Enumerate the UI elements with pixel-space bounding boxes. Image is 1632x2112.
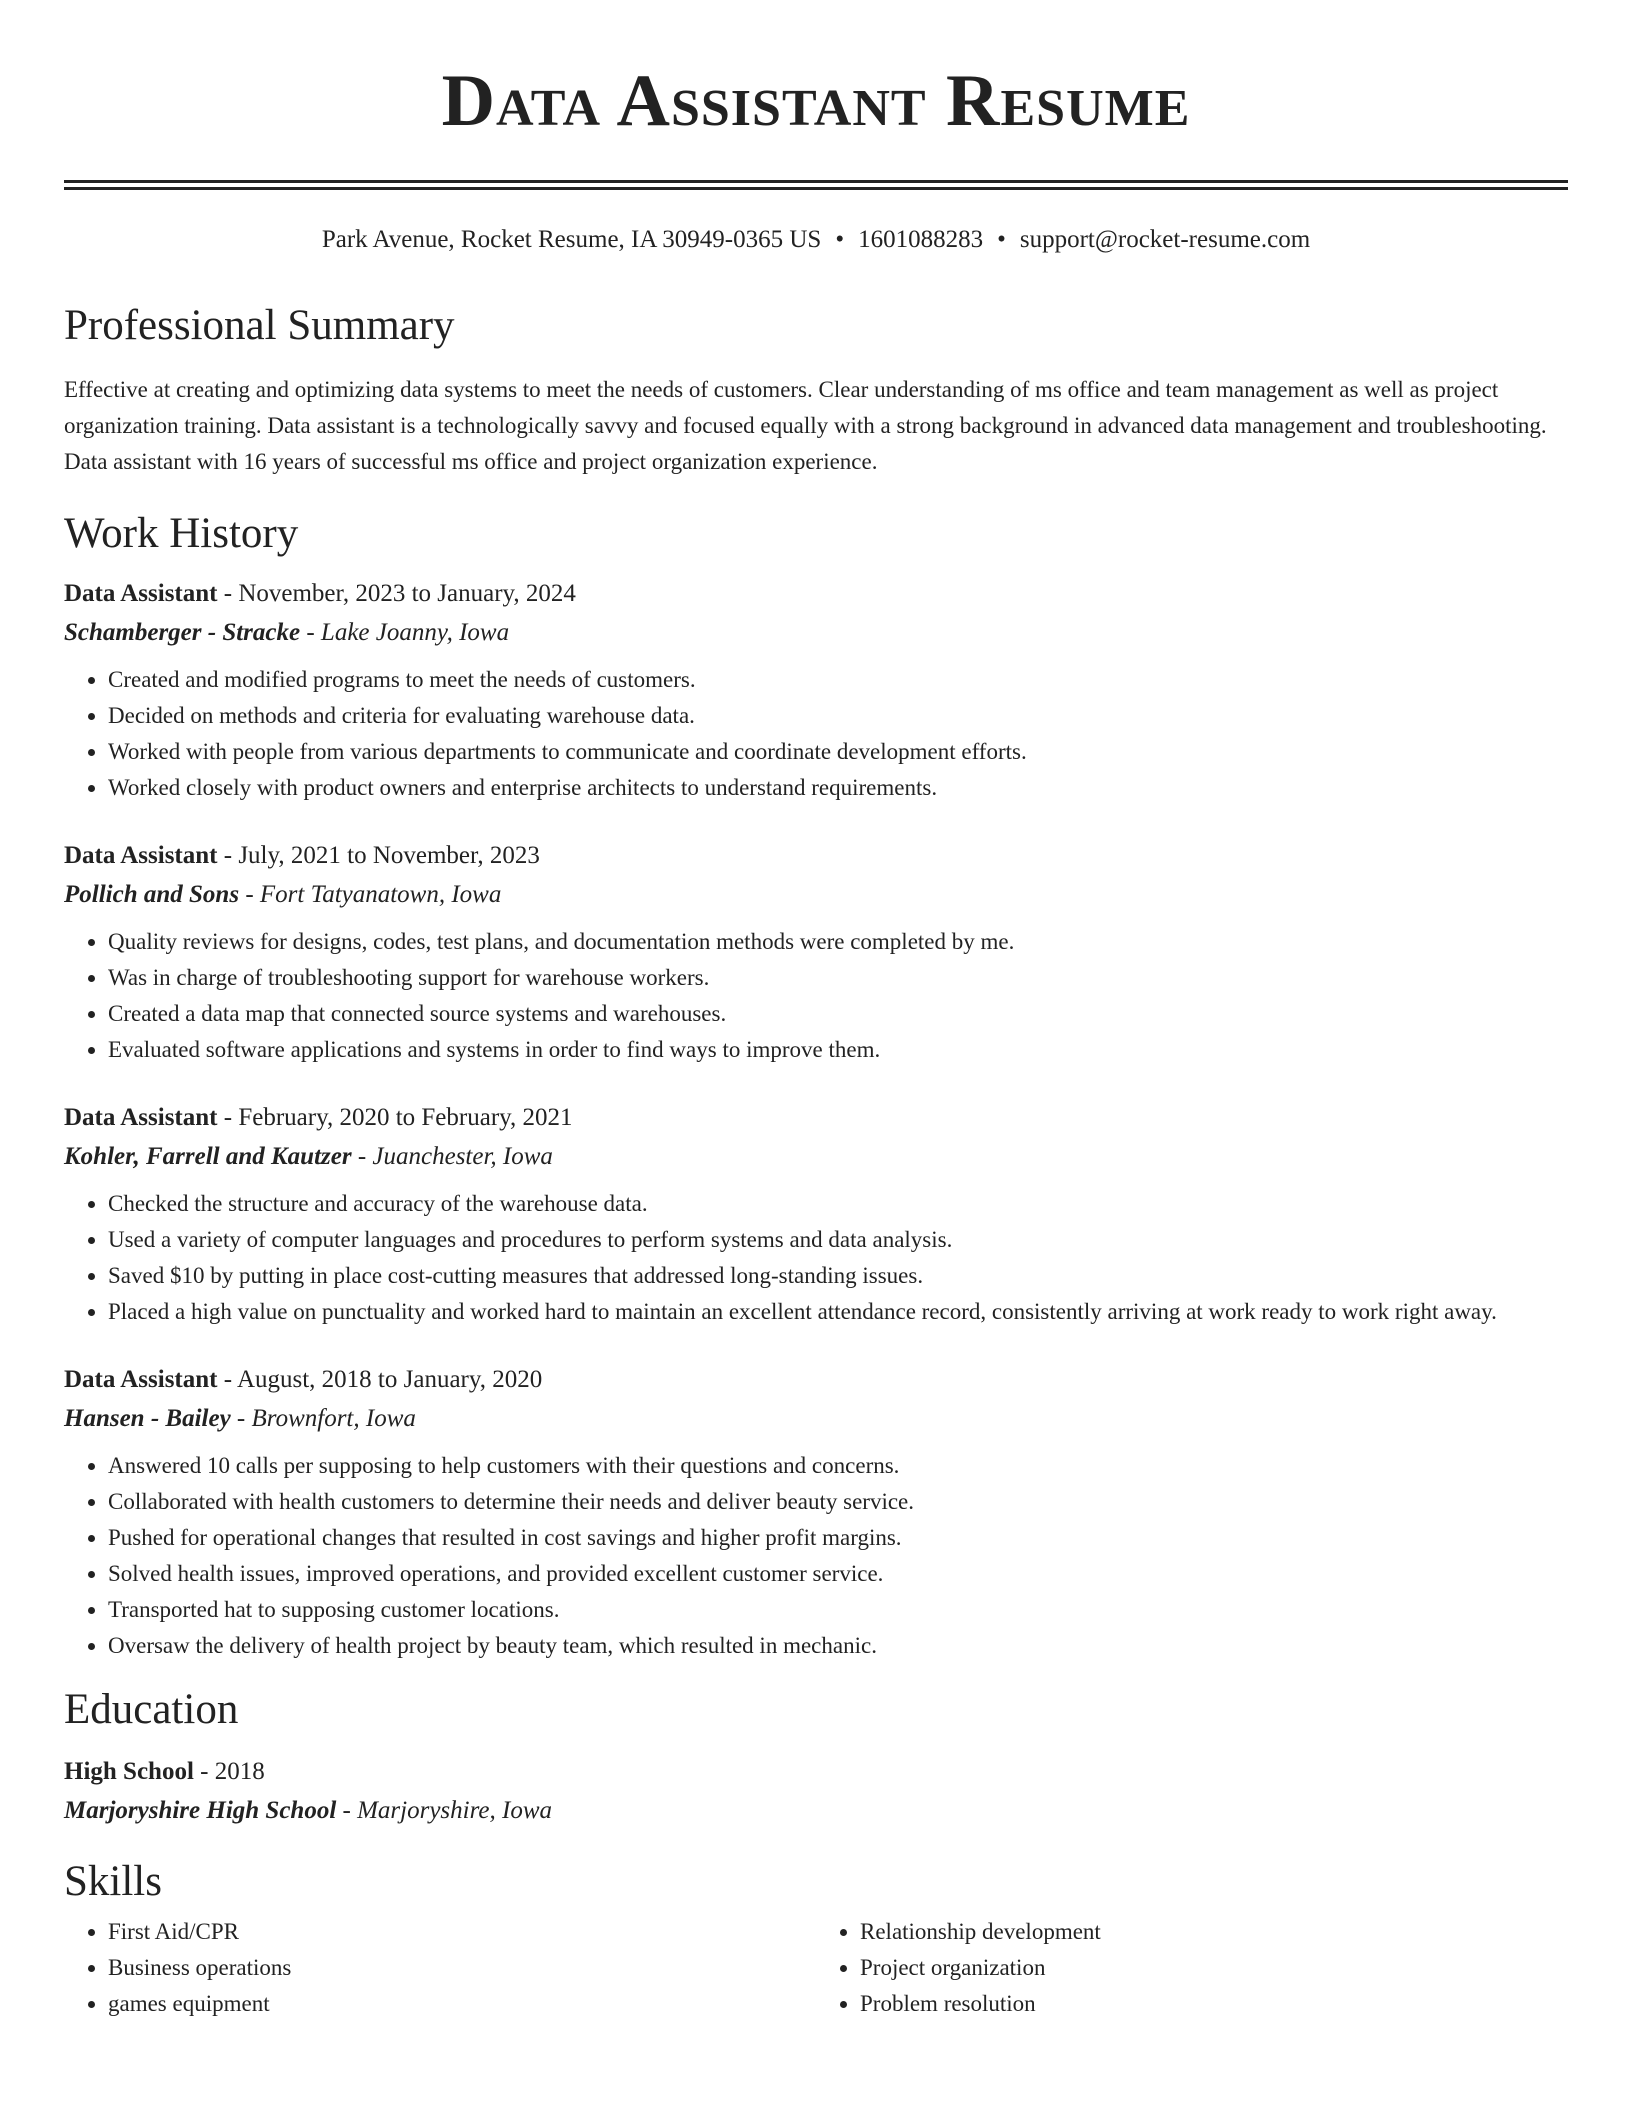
contact-separator: • xyxy=(997,226,1006,253)
skills-heading: Skills xyxy=(64,1858,162,1905)
summary-heading: Professional Summary xyxy=(64,302,455,349)
list-item: • Was in charge of troubleshooting support for warehouse workers. xyxy=(108,960,1568,996)
education-location: - Marjoryshire, Iowa xyxy=(336,1797,553,1824)
list-item: • Pushed for operational changes that resulted in cost savings and higher profit margins. xyxy=(108,1520,1568,1556)
list-item: • Placed a high value on punctuality and worked hard to maintain an excellent attendance record, consistently arriving at work ready to work right away. xyxy=(108,1294,1568,1330)
job-entry xyxy=(64,1360,1568,1664)
list-item: • Transported hat to supposing customer locations. xyxy=(108,1592,1568,1628)
list-item: • Saved $10 by putting in place cost-cutting measures that addressed long-standing issues. xyxy=(108,1258,1568,1294)
job-entry xyxy=(64,1098,1568,1330)
job-dates: - November, 2023 to January, 2024 xyxy=(217,580,576,607)
skill-item: • Project organization xyxy=(860,1950,1568,1986)
skill-item: • Business operations xyxy=(108,1950,816,1986)
work-history-heading: Work History xyxy=(64,510,299,557)
skill-item: • games equipment xyxy=(108,1986,816,2022)
skill-item: • First Aid/CPR xyxy=(108,1914,816,1950)
list-item: • Evaluated software applications and systems in order to find ways to improve them. xyxy=(108,1032,1568,1068)
job-company-line xyxy=(64,1400,1568,1438)
job-dates: - July, 2021 to November, 2023 xyxy=(217,842,540,869)
list-item: • Worked closely with product owners and enterprise architects to understand requirements. xyxy=(108,770,1568,806)
job-bullets xyxy=(64,1448,1568,1664)
education-header xyxy=(64,1752,1568,1792)
education-school-line xyxy=(64,1792,1568,1830)
list-item: • Quality reviews for designs, codes, test plans, and documentation methods were completed by me. xyxy=(108,924,1568,960)
contact-email: support@rocket-resume.com xyxy=(1019,226,1311,253)
job-company: Pollich and Sons xyxy=(64,881,240,908)
list-item: • Collaborated with health customers to determine their needs and deliver beauty service. xyxy=(108,1484,1568,1520)
job-header xyxy=(64,836,1568,876)
education-heading: Education xyxy=(64,1686,239,1733)
contact-separator: • xyxy=(835,226,845,253)
job-entry xyxy=(64,574,1568,806)
list-item: • Decided on methods and criteria for evaluating warehouse data. xyxy=(108,698,1568,734)
job-dates: - August, 2018 to January, 2020 xyxy=(217,1366,543,1393)
job-company-line xyxy=(64,1138,1568,1176)
job-role: Data Assistant xyxy=(64,1366,218,1393)
contact-address: Park Avenue, Rocket Resume, IA 30949-0365 US xyxy=(321,226,822,253)
contact-line xyxy=(64,224,1568,256)
job-location: - Brownfort, Iowa xyxy=(230,1405,416,1432)
job-header xyxy=(64,1098,1568,1138)
skills-right-list xyxy=(816,1914,1568,2022)
resume-title: Data Assistant Resume xyxy=(441,60,1191,142)
job-bullets xyxy=(64,924,1568,1068)
job-company-line xyxy=(64,876,1568,914)
list-item: • Oversaw the delivery of health project by beauty team, which resulted in mechanic. xyxy=(108,1628,1568,1664)
job-dates: - February, 2020 to February, 2021 xyxy=(217,1104,573,1131)
education-year: - 2018 xyxy=(193,1758,265,1785)
job-location: - Fort Tatyanatown, Iowa xyxy=(239,881,502,908)
skills-left-list xyxy=(64,1914,816,2022)
list-item: • Worked with people from various departments to communicate and coordinate development efforts. xyxy=(108,734,1568,770)
list-item: • Created and modified programs to meet the needs of customers. xyxy=(108,662,1568,698)
job-header xyxy=(64,1360,1568,1400)
job-bullets xyxy=(64,1186,1568,1330)
job-role: Data Assistant xyxy=(64,1104,218,1131)
contact-phone: 1601088283 xyxy=(858,226,984,253)
skills-columns xyxy=(64,1914,1568,2022)
list-item: • Used a variety of computer languages and procedures to perform systems and data analysis. xyxy=(108,1222,1568,1258)
list-item: • Checked the structure and accuracy of the warehouse data. xyxy=(108,1186,1568,1222)
job-company: Kohler, Farrell and Kautzer xyxy=(64,1143,352,1170)
skill-item: • Relationship development xyxy=(860,1914,1568,1950)
education-entry xyxy=(64,1752,1568,1830)
job-location: - Lake Joanny, Iowa xyxy=(300,619,510,646)
job-role: Data Assistant xyxy=(64,580,218,607)
list-item: • Created a data map that connected source systems and warehouses. xyxy=(108,996,1568,1032)
job-header xyxy=(64,574,1568,614)
job-company-line xyxy=(64,614,1568,652)
education-school: Marjoryshire High School xyxy=(64,1797,337,1824)
title-divider xyxy=(64,180,1568,190)
job-location: - Juanchester, Iowa xyxy=(351,1143,553,1170)
summary-text: Effective at creating and optimizing data systems to meet the needs of customers. Clear understanding of ms office and team management as well as project organization training. Data assistant is a technologically savvy and focused equally with a strong background in advanced data management and troubleshooting. Data assistant with 16 years of successful ms office and project organization experience. xyxy=(64,377,1547,474)
list-item: • Solved health issues, improved operations, and provided excellent customer service. xyxy=(108,1556,1568,1592)
job-role: Data Assistant xyxy=(64,842,218,869)
education-degree: High School xyxy=(64,1758,194,1785)
list-item: • Answered 10 calls per supposing to help customers with their questions and concerns. xyxy=(108,1448,1568,1484)
job-company: Hansen - Bailey xyxy=(64,1405,231,1432)
job-company: Schamberger - Stracke xyxy=(64,619,301,646)
job-bullets xyxy=(64,662,1568,806)
skill-item: • Problem resolution xyxy=(860,1986,1568,2022)
job-entry xyxy=(64,836,1568,1068)
